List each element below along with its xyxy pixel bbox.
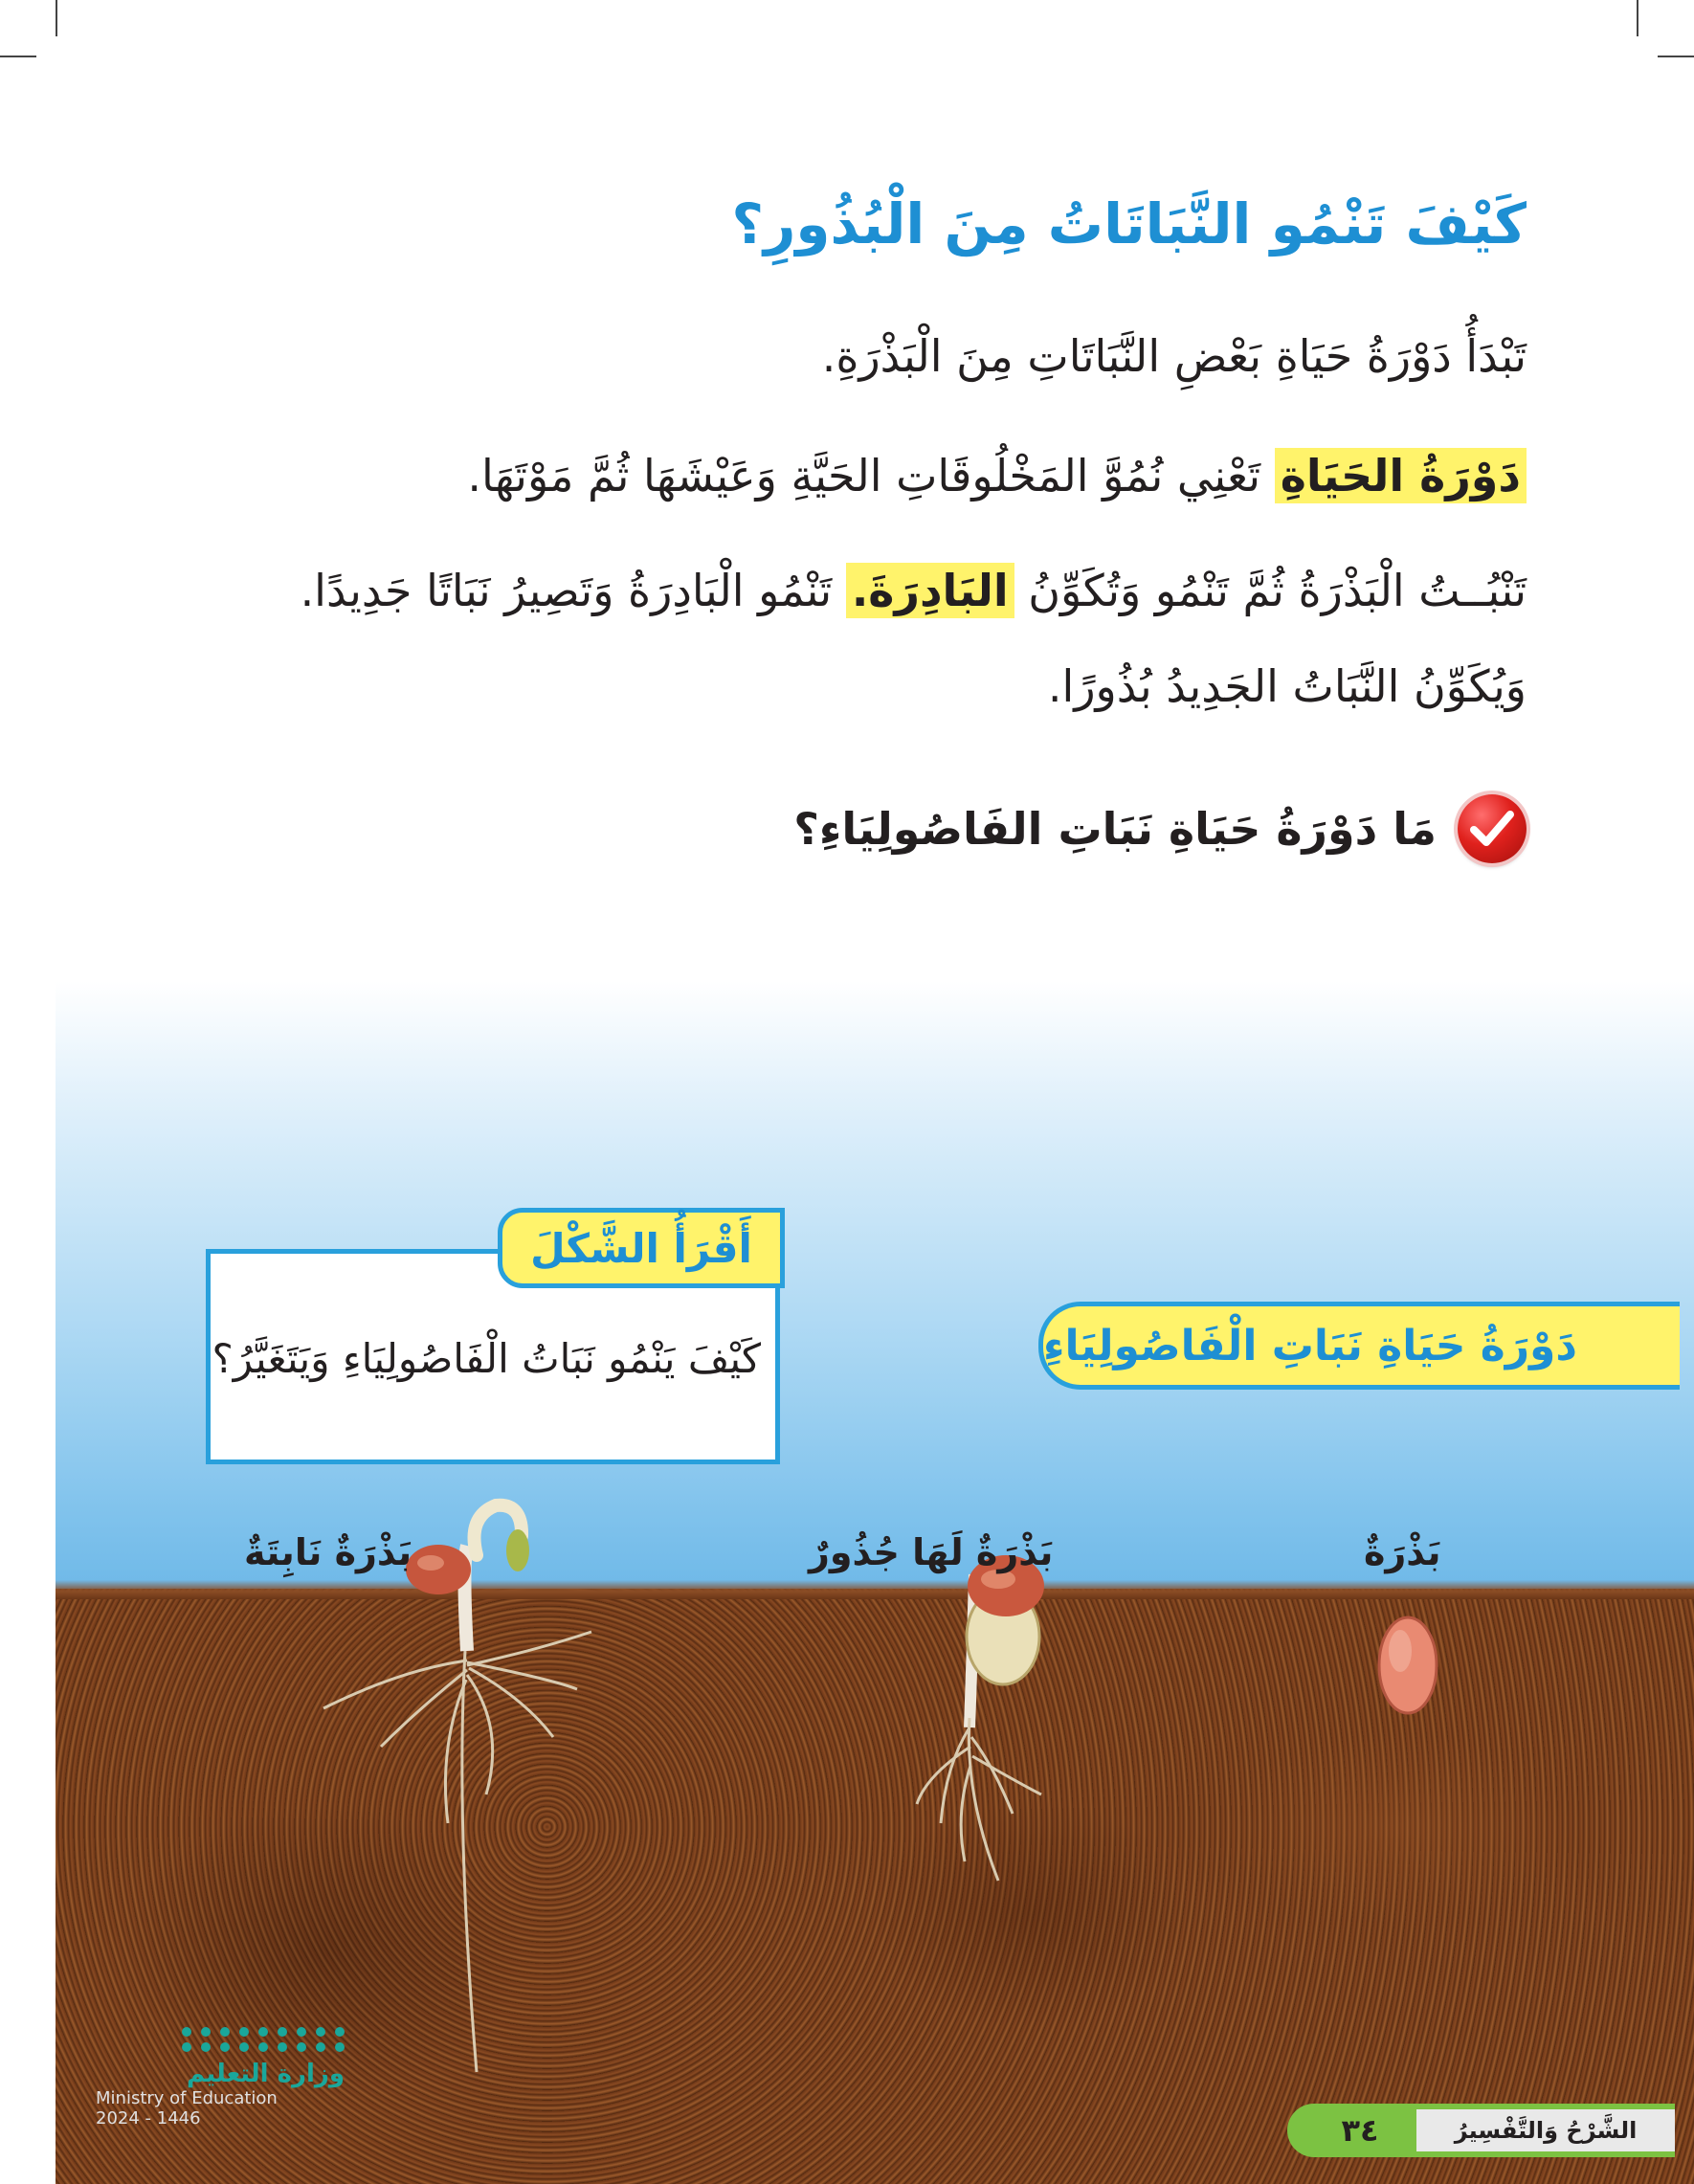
definition-text: تَعْنِي نُمُوَّ المَخْلُوقَاتِ الحَيَّةِ وَعَيْشَهَا ثُمَّ مَوْتَهَا.: [467, 450, 1275, 501]
growth-text-end: تَنْمُو الْبَادِرَةُ وَتَصِيرُ نَبَاتًا جَدِيدًا.: [300, 565, 846, 616]
ministry-logo: [96, 2027, 345, 2128]
label-seed-with-roots: بَذْرَةٌ لَهَا جُذُورٌ: [809, 1531, 1054, 1573]
bean-life-cycle-figure: [56, 981, 1694, 2184]
bean-seed-image: [1379, 1617, 1437, 1713]
crop-mark: [1637, 0, 1638, 36]
bean-sprout-image: [323, 1546, 591, 2072]
read-figure-tab: أَقْرَأُ الشَّكْلَ: [498, 1208, 785, 1288]
page-number: ٣٤: [1341, 2112, 1379, 2149]
paragraph-new-seeds: وَيُكَوِّنُ النَّبَاتُ الجَدِيدُ بُذُورًا.: [1047, 660, 1527, 712]
life-cycle-banner: دَوْرَةُ حَيَاةِ نَبَاتِ الْفَاصُولِيَاءِ: [1038, 1302, 1680, 1390]
label-sprouted-seed: بَذْرَةٌ نَابِتَةٌ: [244, 1531, 412, 1573]
check-question: مَا دَوْرَةُ حَيَاةِ نَبَاتِ الفَاصُولِيَاءِ؟: [793, 803, 1437, 855]
term-seedling: البَادِرَةَ.: [846, 563, 1014, 618]
paragraph-intro: تَبْدَأُ دَوْرَةُ حَيَاةِ بَعْضِ النَّبَاتَاتِ مِنَ الْبَذْرَةِ.: [821, 330, 1527, 382]
crop-mark: [0, 56, 36, 57]
growth-text-start: تَنْبُــتُ الْبَذْرَةُ ثُمَّ تَنْمُو وَتُكَوِّنُ: [1014, 565, 1527, 616]
ministry-name-ar: وزارة التعليم: [187, 2060, 345, 2088]
plant-illustrations: [56, 981, 1694, 2184]
crop-mark: [1658, 56, 1694, 57]
checkmark-icon: [1458, 794, 1527, 863]
term-life-cycle: دَوْرَةُ الحَيَاةِ: [1275, 448, 1527, 503]
edition-year: 2024 - 1446: [96, 2108, 201, 2128]
paragraph-definition: [467, 450, 1527, 502]
label-seed: بَذْرَةٌ: [1364, 1531, 1441, 1573]
read-figure-question: كَيْفَ يَنْمُو نَبَاتُ الْفَاصُولِيَاءِ وَيَتَغَيَّرُ؟: [212, 1335, 761, 1382]
section-label: الشَّرْحُ وَالتَّفْسِيرُ: [1416, 2109, 1675, 2151]
check-question-row: [793, 794, 1527, 863]
crop-mark: [56, 0, 57, 36]
ministry-name-en: Ministry of Education: [96, 2088, 278, 2108]
page-title: كَيْفَ تَنْمُو النَّبَاتَاتُ مِنَ الْبُذُورِ؟: [731, 191, 1527, 256]
paragraph-growth: [301, 565, 1527, 617]
page-badge: [1287, 2104, 1675, 2157]
logo-dots-icon: [96, 2027, 345, 2052]
